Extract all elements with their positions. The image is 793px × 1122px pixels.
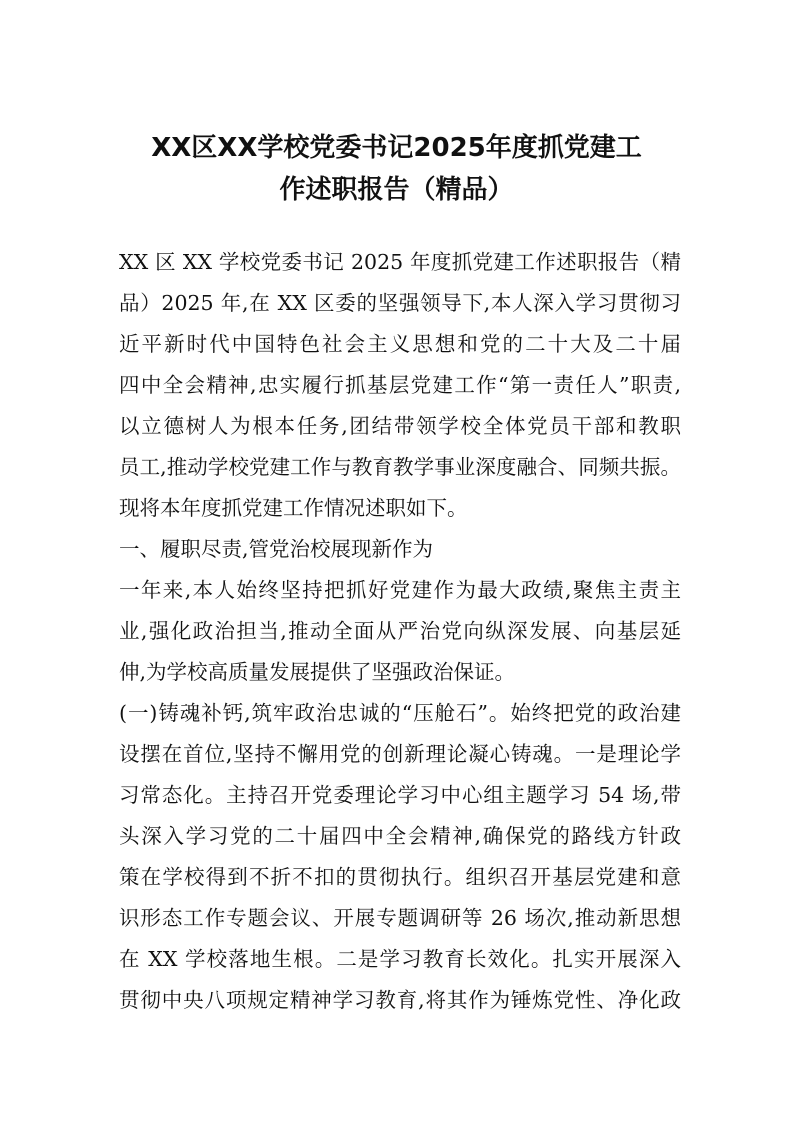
paragraph-line: 头深入学习党的二十届四中全会精神,确保党的路线方针政 bbox=[119, 824, 681, 848]
paragraph-line: XX 区 XX 学校党委书记 2025 年度抓党建工作述职报告（精 bbox=[119, 250, 681, 274]
paragraph-line: (一)铸魂补钙,筑牢政治忠诚的“压舱石”。始终把党的政治建 bbox=[119, 701, 681, 725]
paragraph-line: 员工,推动学校党建工作与教育教学事业深度融合、同频共振。 bbox=[119, 455, 681, 479]
paragraph-line: 品）2025 年,在 XX 区委的坚强领导下,本人深入学习贯彻习 bbox=[119, 291, 681, 315]
paragraph-line: 贯彻中央八项规定精神学习教育,将其作为锤炼党性、净化政 bbox=[119, 988, 681, 1012]
paragraph-line: 现将本年度抓党建工作情况述职如下。 bbox=[119, 496, 468, 520]
paragraph-line: 近平新时代中国特色社会主义思想和党的二十大及二十届 bbox=[119, 332, 681, 356]
paragraph-line: 在 XX 学校落地生根。二是学习教育长效化。扎实开展深入 bbox=[119, 947, 681, 971]
paragraph-line: 策在学校得到不折不扣的贯彻执行。组织召开基层党建和意 bbox=[119, 865, 681, 889]
document-body bbox=[119, 245, 681, 1024]
document-title-line-2: 作述职报告（精品） bbox=[279, 175, 514, 205]
paragraph-line: 业,强化政治担当,推动全面从严治党向纵深发展、向基层延 bbox=[119, 619, 681, 643]
paragraph-line: 以立德树人为根本任务,团结带领学校全体党员干部和教职 bbox=[119, 414, 681, 438]
paragraph-line: 一年来,本人始终坚持把抓好党建作为最大政绩,聚焦主责主 bbox=[119, 578, 681, 602]
paragraph-line: 伸,为学校高质量发展提供了坚强政治保证。 bbox=[119, 660, 516, 684]
paragraph-line: 识形态工作专题会议、开展专题调研等 26 场次,推动新思想 bbox=[119, 906, 681, 930]
paragraph-line: 四中全会精神,忠实履行抓基层党建工作“第一责任人”职责, bbox=[119, 373, 681, 397]
paragraph-line: 设摆在首位,坚持不懈用党的创新理论凝心铸魂。一是理论学 bbox=[119, 742, 681, 766]
paragraph-line: 习常态化。主持召开党委理论学习中心组主题学习 54 场,带 bbox=[119, 783, 681, 807]
document-title-line-1: XX区XX学校党委书记2025年度抓党建工 bbox=[151, 133, 642, 163]
paragraph-line: 一、履职尽责,管党治校展现新作为 bbox=[119, 537, 434, 561]
